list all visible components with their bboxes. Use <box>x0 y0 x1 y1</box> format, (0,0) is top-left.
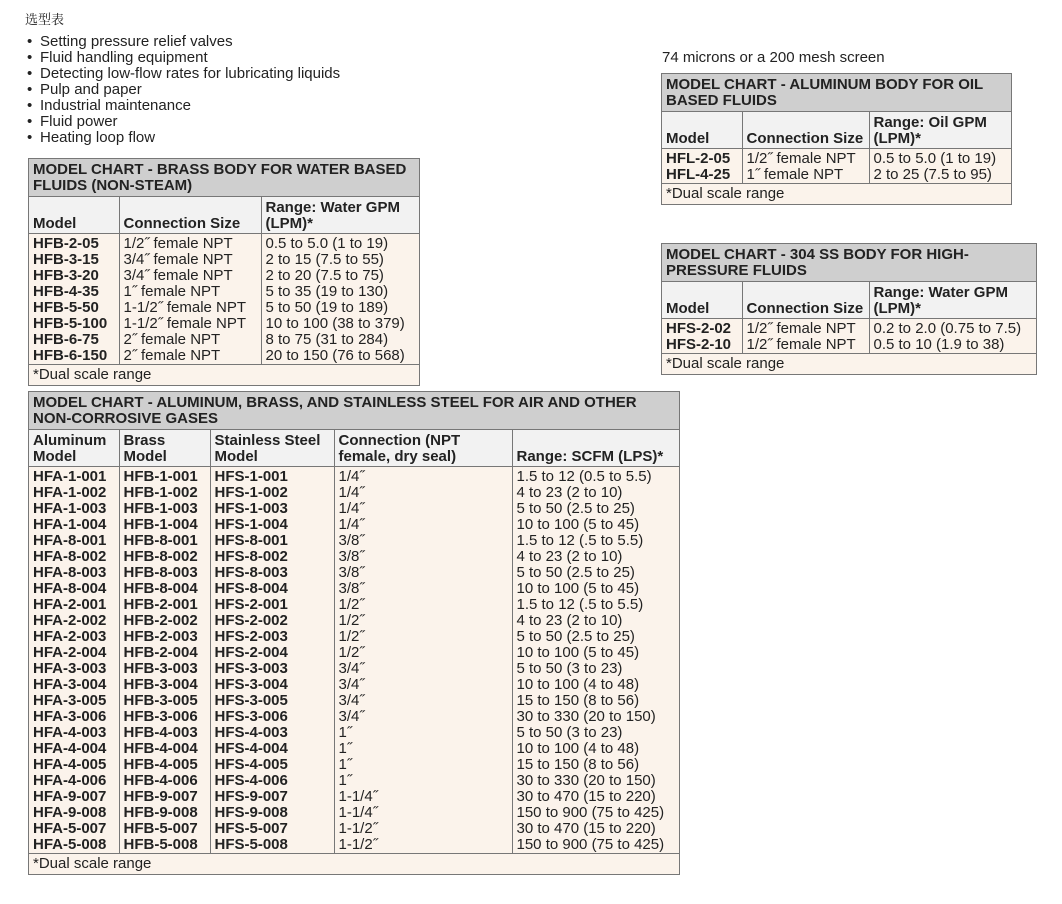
table-row <box>29 533 679 549</box>
table-cell: 1/4˝ <box>334 501 512 517</box>
table-cell: 1/2˝ <box>334 629 512 645</box>
column-header: Connection Size <box>119 197 261 234</box>
table-row <box>29 581 679 597</box>
column-header: Connection (NPT female, dry seal) <box>334 430 512 467</box>
model-cell: HFS-2-02 <box>662 319 742 338</box>
model-cell: HFB-8-001 <box>119 533 210 549</box>
model-cell: HFL-2-05 <box>662 149 742 168</box>
air-chart-title: MODEL CHART - ALUMINUM, BRASS, AND STAINLESS STEEL FOR AIR AND OTHER NON-CORROSIVE GASES <box>29 392 679 430</box>
table-row <box>29 485 679 501</box>
brass-chart-title: MODEL CHART - BRASS BODY FOR WATER BASED FLUIDS (NON-STEAM) <box>29 159 419 197</box>
application-item <box>27 130 340 146</box>
model-cell: HFA-9-007 <box>29 789 119 805</box>
model-cell: HFS-9-007 <box>210 789 334 805</box>
table-cell: 20 to 150 (76 to 568) <box>265 347 405 364</box>
table-cell: 3/4˝ female NPT <box>119 252 261 268</box>
model-cell: HFA-9-008 <box>29 805 119 821</box>
model-cell: HFS-3-006 <box>210 709 334 725</box>
applications-list <box>27 33 427 154</box>
table-cell: 3/8˝ <box>334 565 512 581</box>
table-cell: 1/4˝ <box>334 467 512 486</box>
table-cell: 0.5 to 5.0 (1 to 19) <box>873 150 997 167</box>
table-row <box>29 821 679 837</box>
table-cell: 3/4˝ female NPT <box>119 268 261 284</box>
model-cell: HFS-4-005 <box>210 757 334 773</box>
table-cell: 150 to 900 (75 to 425) <box>516 804 665 821</box>
model-cell: HFS-1-001 <box>210 467 334 486</box>
table-cell: 30 to 470 (15 to 220) <box>516 820 656 837</box>
table-cell: 10 to 100 (5 to 45) <box>516 580 640 597</box>
table-row <box>29 805 679 821</box>
table-cell: 1/2˝ female NPT <box>742 319 869 338</box>
application-item <box>27 82 340 98</box>
table-cell: 4 to 23 (2 to 10) <box>516 548 623 565</box>
application-text: Heating loop flow <box>40 129 156 146</box>
model-cell: HFB-5-50 <box>29 300 119 316</box>
table-cell: 5 to 50 (2.5 to 25) <box>516 564 635 581</box>
model-cell: HFB-3-005 <box>119 693 210 709</box>
model-cell: HFA-8-004 <box>29 581 119 597</box>
model-cell: HFB-5-007 <box>119 821 210 837</box>
table-cell: 1˝ <box>334 725 512 741</box>
brass-model-chart <box>28 158 420 386</box>
model-cell: HFS-2-004 <box>210 645 334 661</box>
page-title: 选型表 <box>25 12 65 27</box>
model-cell: HFS-4-004 <box>210 741 334 757</box>
table-cell: 0.5 to 10 (1.9 to 38) <box>873 336 1005 353</box>
model-cell: HFB-6-75 <box>29 332 119 348</box>
model-cell: HFB-6-150 <box>29 348 119 364</box>
model-cell: HFB-8-002 <box>119 549 210 565</box>
table-cell: 30 to 330 (20 to 150) <box>516 772 656 789</box>
model-cell: HFS-8-002 <box>210 549 334 565</box>
table-row <box>29 268 419 284</box>
model-cell: HFB-8-003 <box>119 565 210 581</box>
air-footnote: *Dual scale range <box>29 853 679 874</box>
table-cell: 1.5 to 12 (.5 to 5.5) <box>516 532 644 549</box>
column-header: Connection Size <box>742 282 869 319</box>
table-cell: 10 to 100 (5 to 45) <box>516 516 640 533</box>
table-cell: 3/4˝ <box>334 709 512 725</box>
table-cell: 3/8˝ <box>334 549 512 565</box>
table-cell: 1/2˝ <box>334 645 512 661</box>
model-cell: HFB-1-004 <box>119 517 210 533</box>
model-cell: HFS-5-007 <box>210 821 334 837</box>
oil-model-chart <box>661 73 1012 205</box>
table-cell: 1/2˝ female NPT <box>742 337 869 353</box>
application-item <box>27 114 340 130</box>
table-row <box>29 629 679 645</box>
model-cell: HFB-4-003 <box>119 725 210 741</box>
model-cell: HFS-2-003 <box>210 629 334 645</box>
model-cell: HFB-4-006 <box>119 773 210 789</box>
model-cell: HFB-9-008 <box>119 805 210 821</box>
bullet-icon: • <box>27 33 33 50</box>
model-cell: HFB-9-007 <box>119 789 210 805</box>
model-cell: HFA-1-003 <box>29 501 119 517</box>
column-header: Model <box>29 197 119 234</box>
table-row <box>662 337 1036 353</box>
bullet-icon: • <box>27 81 33 98</box>
model-cell: HFS-1-004 <box>210 517 334 533</box>
table-cell: 1-1/2˝ female NPT <box>119 300 261 316</box>
model-cell: HFA-8-001 <box>29 533 119 549</box>
table-cell: 5 to 50 (3 to 23) <box>516 724 623 741</box>
model-cell: HFS-1-002 <box>210 485 334 501</box>
model-cell: HFA-2-003 <box>29 629 119 645</box>
application-text: Fluid power <box>40 113 118 130</box>
model-cell: HFB-1-003 <box>119 501 210 517</box>
table-cell: 1/4˝ <box>334 517 512 533</box>
ss-chart-title: MODEL CHART - 304 SS BODY FOR HIGH-PRESSURE FLUIDS <box>662 244 1036 282</box>
application-item <box>27 50 340 66</box>
model-cell: HFB-5-100 <box>29 316 119 332</box>
model-cell: HFB-4-005 <box>119 757 210 773</box>
table-cell: 2 to 25 (7.5 to 95) <box>873 166 992 183</box>
application-text: Fluid handling equipment <box>40 49 208 66</box>
table-cell: 30 to 470 (15 to 220) <box>516 788 656 805</box>
model-cell: HFS-8-001 <box>210 533 334 549</box>
table-cell: 1/2˝ <box>334 597 512 613</box>
table-cell: 0.5 to 5.0 (1 to 19) <box>265 235 389 252</box>
table-cell: 1-1/2˝ <box>334 837 512 853</box>
table-row <box>29 234 419 253</box>
table-cell: 1˝ <box>334 757 512 773</box>
table-cell: 10 to 100 (38 to 379) <box>265 315 405 332</box>
column-header: Brass Model <box>119 430 210 467</box>
model-cell: HFB-2-002 <box>119 613 210 629</box>
application-text: Industrial maintenance <box>40 97 191 114</box>
table-cell: 1˝ <box>334 773 512 789</box>
table-row <box>662 319 1036 338</box>
table-row <box>29 709 679 725</box>
table-cell: 1-1/2˝ <box>334 821 512 837</box>
table-row <box>29 316 419 332</box>
oil-chart-title: MODEL CHART - ALUMINUM BODY FOR OIL BASED FLUIDS <box>662 74 1011 112</box>
table-cell: 2˝ female NPT <box>119 348 261 364</box>
filter-note: 74 microns or a 200 mesh screen <box>662 49 885 66</box>
table-cell: 1/2˝ female NPT <box>119 234 261 253</box>
model-cell: HFA-1-002 <box>29 485 119 501</box>
model-cell: HFS-2-001 <box>210 597 334 613</box>
table-cell: 1.5 to 12 (0.5 to 5.5) <box>516 468 652 485</box>
model-cell: HFS-9-008 <box>210 805 334 821</box>
table-cell: 1-1/4˝ <box>334 805 512 821</box>
table-cell: 2 to 20 (7.5 to 75) <box>265 267 384 284</box>
table-row <box>29 837 679 853</box>
table-row <box>29 517 679 533</box>
table-cell: 15 to 150 (8 to 56) <box>516 692 640 709</box>
table-cell: 0.2 to 2.0 (0.75 to 7.5) <box>873 320 1022 337</box>
model-cell: HFA-1-004 <box>29 517 119 533</box>
table-cell: 3/8˝ <box>334 581 512 597</box>
brass-footnote: *Dual scale range <box>29 364 419 385</box>
table-cell: 1.5 to 12 (.5 to 5.5) <box>516 596 644 613</box>
table-cell: 5 to 50 (19 to 189) <box>265 299 389 316</box>
model-cell: HFS-3-004 <box>210 677 334 693</box>
bullet-icon: • <box>27 65 33 82</box>
column-header: Range: SCFM (LPS)* <box>512 430 679 467</box>
oil-footnote: *Dual scale range <box>662 183 1011 204</box>
model-cell: HFB-2-001 <box>119 597 210 613</box>
model-cell: HFB-4-35 <box>29 284 119 300</box>
model-cell: HFB-2-05 <box>29 234 119 253</box>
table-row <box>29 501 679 517</box>
model-cell: HFS-8-004 <box>210 581 334 597</box>
model-cell: HFA-8-003 <box>29 565 119 581</box>
table-cell: 5 to 50 (2.5 to 25) <box>516 628 635 645</box>
model-cell: HFB-2-003 <box>119 629 210 645</box>
model-cell: HFA-4-006 <box>29 773 119 789</box>
table-cell: 30 to 330 (20 to 150) <box>516 708 656 725</box>
model-cell: HFA-5-007 <box>29 821 119 837</box>
model-cell: HFB-5-008 <box>119 837 210 853</box>
table-cell: 1-1/4˝ <box>334 789 512 805</box>
model-cell: HFA-3-003 <box>29 661 119 677</box>
table-cell: 10 to 100 (5 to 45) <box>516 644 640 661</box>
model-cell: HFB-8-004 <box>119 581 210 597</box>
table-cell: 5 to 35 (19 to 130) <box>265 283 389 300</box>
model-cell: HFB-3-004 <box>119 677 210 693</box>
model-cell: HFA-2-004 <box>29 645 119 661</box>
table-row <box>29 467 679 486</box>
model-cell: HFS-4-006 <box>210 773 334 789</box>
column-header: Model <box>662 282 742 319</box>
table-cell: 150 to 900 (75 to 425) <box>516 836 665 853</box>
model-cell: HFS-1-003 <box>210 501 334 517</box>
model-cell: HFL-4-25 <box>662 167 742 183</box>
application-text: Detecting low-flow rates for lubricating liquids <box>40 65 341 82</box>
application-item <box>27 98 340 114</box>
table-row <box>29 773 679 789</box>
model-cell: HFB-1-002 <box>119 485 210 501</box>
table-row <box>29 789 679 805</box>
table-row <box>29 332 419 348</box>
table-cell: 1/2˝ <box>334 613 512 629</box>
model-cell: HFB-3-20 <box>29 268 119 284</box>
bullet-icon: • <box>27 113 33 130</box>
table-row <box>29 252 419 268</box>
model-cell: HFA-3-006 <box>29 709 119 725</box>
table-cell: 2˝ female NPT <box>119 332 261 348</box>
table-cell: 5 to 50 (2.5 to 25) <box>516 500 635 517</box>
model-cell: HFA-1-001 <box>29 467 119 486</box>
model-cell: HFA-4-005 <box>29 757 119 773</box>
model-cell: HFB-4-004 <box>119 741 210 757</box>
table-cell: 1˝ <box>334 741 512 757</box>
table-cell: 15 to 150 (8 to 56) <box>516 756 640 773</box>
table-cell: 1˝ female NPT <box>119 284 261 300</box>
model-cell: HFA-2-002 <box>29 613 119 629</box>
model-cell: HFA-5-008 <box>29 837 119 853</box>
model-cell: HFS-4-003 <box>210 725 334 741</box>
table-cell: 1/4˝ <box>334 485 512 501</box>
table-cell: 5 to 50 (3 to 23) <box>516 660 623 677</box>
table-cell: 8 to 75 (31 to 284) <box>265 331 389 348</box>
table-row <box>29 549 679 565</box>
application-item <box>27 34 340 50</box>
table-cell: 1/2˝ female NPT <box>742 149 869 168</box>
ss-model-chart <box>661 243 1037 375</box>
table-cell: 10 to 100 (4 to 48) <box>516 740 640 757</box>
column-header: Connection Size <box>742 112 869 149</box>
bullet-icon: • <box>27 129 33 146</box>
table-cell: 3/4˝ <box>334 661 512 677</box>
ss-footnote: *Dual scale range <box>662 353 1036 374</box>
model-cell: HFA-4-004 <box>29 741 119 757</box>
table-row <box>29 597 679 613</box>
table-row <box>29 725 679 741</box>
model-cell: HFB-3-003 <box>119 661 210 677</box>
column-header: Range: Oil GPM (LPM)* <box>869 112 1011 149</box>
table-row <box>29 645 679 661</box>
model-cell: HFS-3-003 <box>210 661 334 677</box>
model-cell: HFA-3-005 <box>29 693 119 709</box>
table-cell: 3/8˝ <box>334 533 512 549</box>
table-row <box>29 741 679 757</box>
table-cell: 4 to 23 (2 to 10) <box>516 484 623 501</box>
table-cell: 3/4˝ <box>334 693 512 709</box>
model-cell: HFB-3-15 <box>29 252 119 268</box>
model-cell: HFS-2-10 <box>662 337 742 353</box>
column-header: Stainless Steel Model <box>210 430 334 467</box>
table-row <box>662 149 1011 168</box>
table-row <box>29 677 679 693</box>
table-row <box>29 565 679 581</box>
column-header: Range: Water GPM (LPM)* <box>869 282 1036 319</box>
table-cell: 10 to 100 (4 to 48) <box>516 676 640 693</box>
model-cell: HFB-3-006 <box>119 709 210 725</box>
application-item <box>27 66 340 82</box>
table-row <box>662 167 1011 183</box>
table-cell: 1-1/2˝ female NPT <box>119 316 261 332</box>
bullet-icon: • <box>27 97 33 114</box>
table-row <box>29 613 679 629</box>
table-cell: 2 to 15 (7.5 to 55) <box>265 251 384 268</box>
table-row <box>29 693 679 709</box>
model-cell: HFB-2-004 <box>119 645 210 661</box>
application-text: Pulp and paper <box>40 81 142 98</box>
table-row <box>29 661 679 677</box>
table-row <box>29 284 419 300</box>
column-header: Aluminum Model <box>29 430 119 467</box>
table-cell: 3/4˝ <box>334 677 512 693</box>
model-cell: HFA-4-003 <box>29 725 119 741</box>
table-cell: 1˝ female NPT <box>742 167 869 183</box>
bullet-icon: • <box>27 49 33 66</box>
air-gas-model-chart <box>28 391 680 875</box>
table-row <box>29 757 679 773</box>
model-cell: HFA-8-002 <box>29 549 119 565</box>
column-header: Range: Water GPM (LPM)* <box>261 197 419 234</box>
model-cell: HFS-3-005 <box>210 693 334 709</box>
table-row <box>29 300 419 316</box>
model-cell: HFB-1-001 <box>119 467 210 486</box>
table-row <box>29 348 419 364</box>
table-cell: 4 to 23 (2 to 10) <box>516 612 623 629</box>
application-text: Setting pressure relief valves <box>40 33 233 50</box>
model-cell: HFA-3-004 <box>29 677 119 693</box>
model-cell: HFS-8-003 <box>210 565 334 581</box>
model-cell: HFS-5-008 <box>210 837 334 853</box>
model-cell: HFS-2-002 <box>210 613 334 629</box>
model-cell: HFA-2-001 <box>29 597 119 613</box>
column-header: Model <box>662 112 742 149</box>
